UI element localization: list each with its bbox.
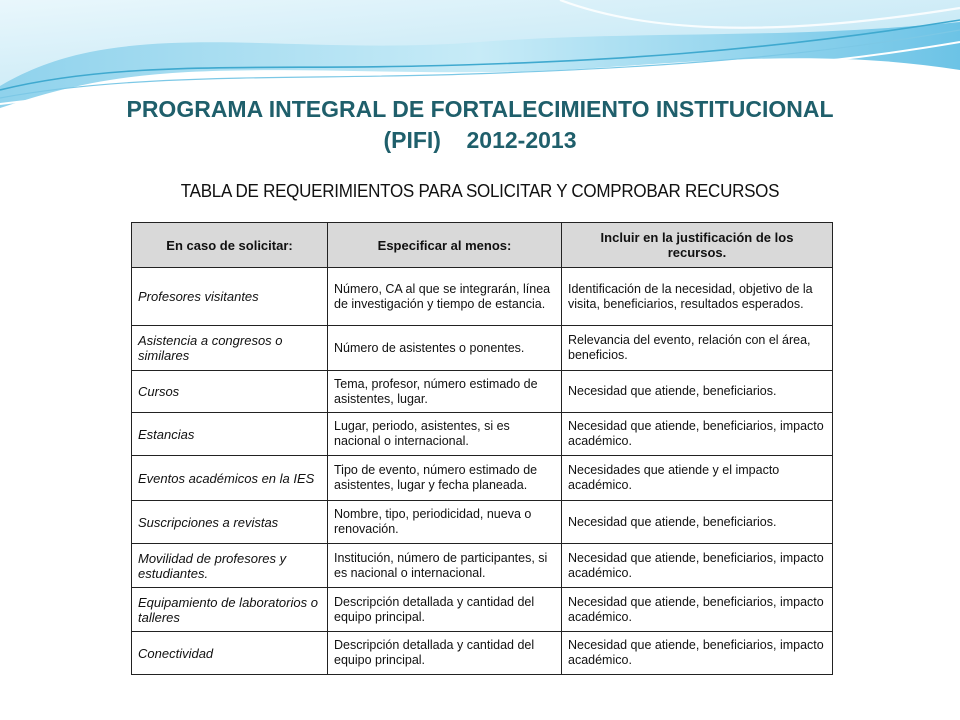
table-cell: Cursos [132, 371, 328, 413]
table-row [132, 371, 833, 413]
table-cell: Necesidad que atiende, beneficiarios, impacto académico. [562, 544, 833, 588]
table-cell: Movilidad de profesores y estudiantes. [132, 544, 328, 588]
table-cell: Equipamiento de laboratorios o talleres [132, 588, 328, 632]
table-cell: Número de asistentes o ponentes. [328, 326, 562, 371]
table-row [132, 588, 833, 632]
table-row [132, 456, 833, 501]
table-row [132, 413, 833, 456]
table-cell: Eventos académicos en la IES [132, 456, 328, 501]
table-cell: Necesidad que atiende, beneficiarios, impacto académico. [562, 632, 833, 675]
table-cell: Necesidad que atiende, beneficiarios. [562, 371, 833, 413]
table-cell: Necesidad que atiende, beneficiarios. [562, 501, 833, 544]
column-header: En caso de solicitar: [132, 223, 328, 268]
table-subtitle: TABLA DE REQUERIMIENTOS PARA SOLICITAR Y COMPROBAR RECURSOS [180, 180, 780, 201]
table-cell: Necesidad que atiende, beneficiarios, impacto académico. [562, 588, 833, 632]
table-cell: Identificación de la necesidad, objetivo de la visita, beneficiarios, resultados esperados. [562, 268, 833, 326]
table-cell: Asistencia a congresos o similares [132, 326, 328, 371]
column-header: Incluir en la justificación de los recursos. [562, 223, 833, 268]
table-cell: Estancias [132, 413, 328, 456]
table-row [132, 501, 833, 544]
table-cell: Necesidad que atiende, beneficiarios, impacto académico. [562, 413, 833, 456]
table-row [132, 326, 833, 371]
requirements-table [131, 222, 833, 675]
table-row [132, 632, 833, 675]
table-row [132, 544, 833, 588]
table-cell: Necesidades que atiende y el impacto académico. [562, 456, 833, 501]
table-cell: Suscripciones a revistas [132, 501, 328, 544]
table-cell: Tema, profesor, número estimado de asistentes, lugar. [328, 371, 562, 413]
table-cell: Nombre, tipo, periodicidad, nueva o renovación. [328, 501, 562, 544]
table-header-row [132, 223, 833, 268]
table-cell: Profesores visitantes [132, 268, 328, 326]
title-line-1: PROGRAMA INTEGRAL DE FORTALECIMIENTO INSTITUCIONAL [126, 96, 834, 122]
table-cell: Institución, número de participantes, si es nacional o internacional. [328, 544, 562, 588]
column-header: Especificar al menos: [328, 223, 562, 268]
table-cell: Lugar, periodo, asistentes, si es nacional o internacional. [328, 413, 562, 456]
table-row [132, 268, 833, 326]
table-cell: Tipo de evento, número estimado de asistentes, lugar y fecha planeada. [328, 456, 562, 501]
table-cell: Número, CA al que se integrarán, línea de investigación y tiempo de estancia. [328, 268, 562, 326]
title-line-2: (PIFI) 2012-2013 [383, 127, 577, 153]
page-title [0, 94, 960, 156]
table-cell: Descripción detallada y cantidad del equipo principal. [328, 588, 562, 632]
table-cell: Relevancia del evento, relación con el área, beneficios. [562, 326, 833, 371]
table-cell: Conectividad [132, 632, 328, 675]
table-cell: Descripción detallada y cantidad del equipo principal. [328, 632, 562, 675]
